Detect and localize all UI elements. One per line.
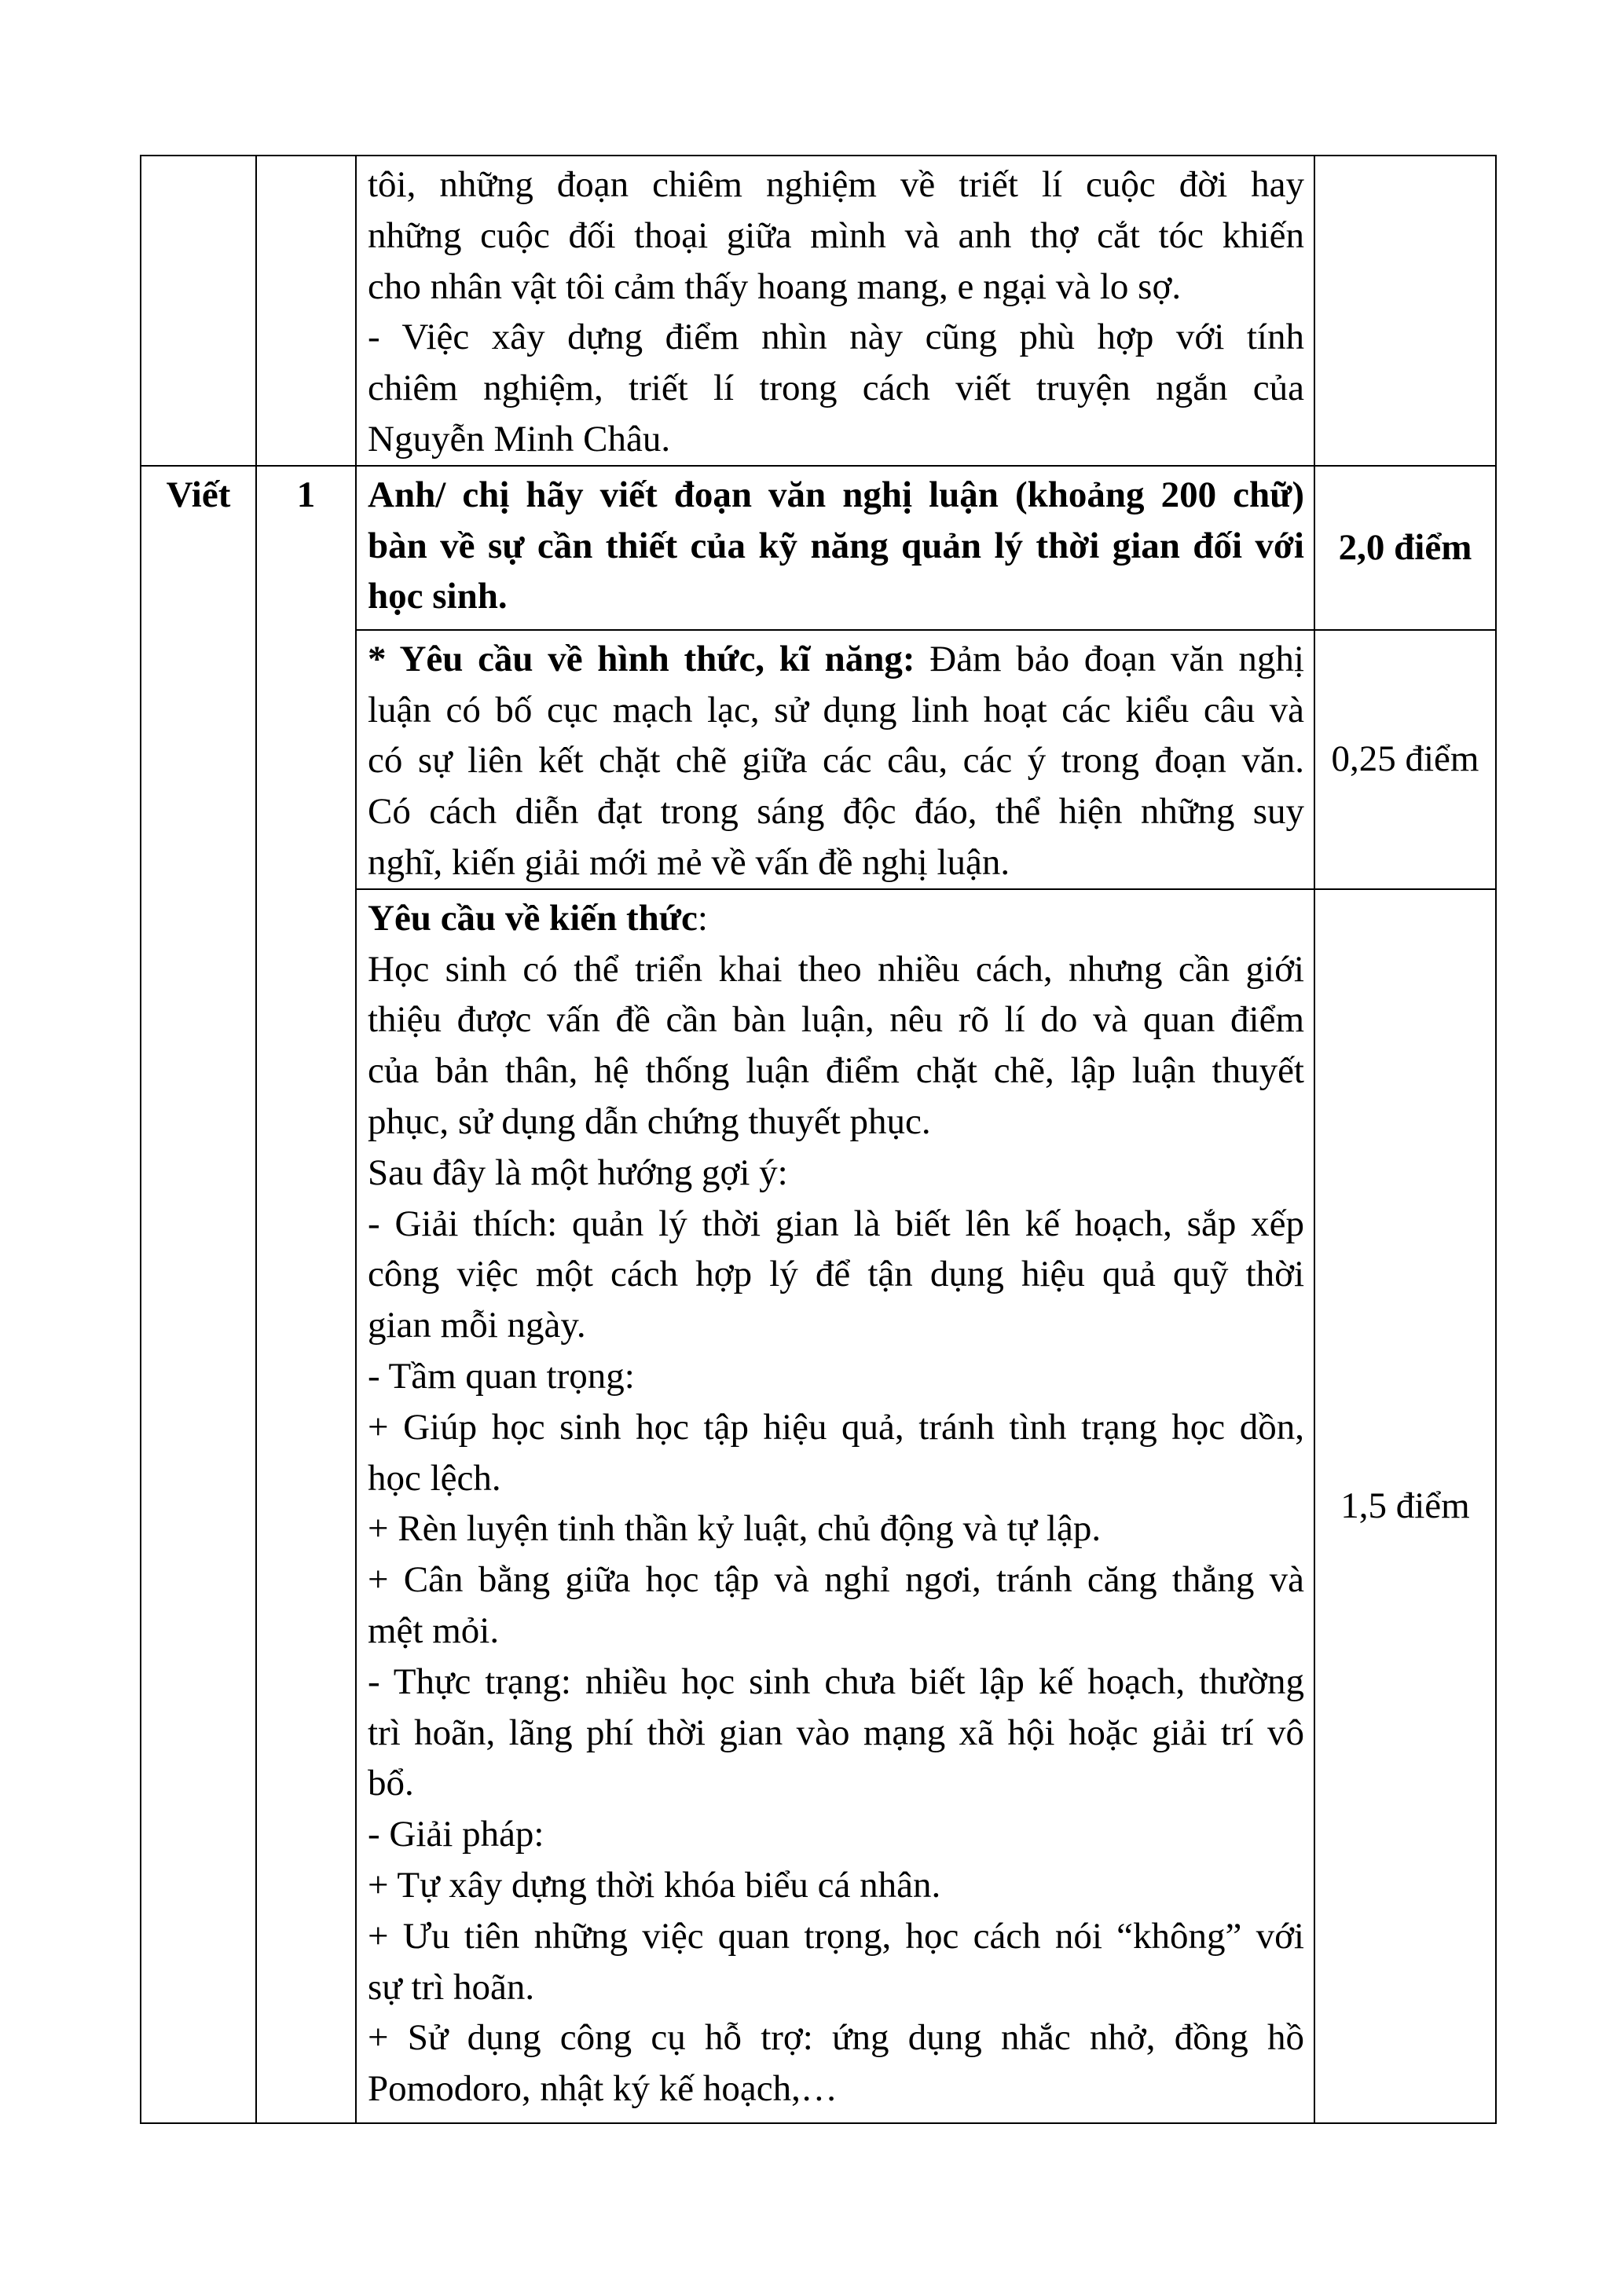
text: : bbox=[697, 897, 708, 939]
text-line: - Giải thích: quản lý thời gian là biết lên kế hoạch, sắp xếp bbox=[368, 1203, 1304, 1244]
bold-text: bàn về sự cần thiết của kỹ năng quản lý thời gian đối với bbox=[368, 525, 1304, 566]
text-line: Sau đây là một hướng gợi ý: bbox=[368, 1152, 788, 1193]
text-line bbox=[368, 470, 1304, 521]
text-line: Học sinh có thể triển khai theo nhiều cách, nhưng cần giới bbox=[368, 948, 1304, 990]
text-line: - Tầm quan trọng: bbox=[368, 1355, 635, 1397]
text-line: của bản thân, hệ thống luận điểm chặt chẽ, lập luận thuyết bbox=[368, 1050, 1304, 1092]
question-number: 1 bbox=[256, 466, 356, 2123]
score-total: 2,0 điểm bbox=[1314, 466, 1496, 630]
text-line: - Giải pháp: bbox=[368, 1814, 544, 1855]
text: Đảm bảo đoạn văn nghị bbox=[915, 638, 1304, 679]
section-cell bbox=[141, 156, 256, 466]
text-line: thiệu được vấn đề cần bàn luận, nêu rõ lí do và quan điểm bbox=[368, 999, 1304, 1041]
text-line: phục, sử dụng dẫn chứng thuyết phục. bbox=[368, 1100, 931, 1142]
text-line: + Giúp học sinh học tập hiệu quả, tránh tình trạng học dồn, bbox=[368, 1406, 1304, 1448]
bold-text: Yêu cầu về kiến thức bbox=[368, 897, 698, 939]
text-line: nghĩ, kiến giải mới mẻ về vấn đề nghị luận. bbox=[368, 841, 1010, 883]
question-cell bbox=[256, 156, 356, 466]
text-line bbox=[368, 521, 1304, 572]
text-line: cho nhân vật tôi cảm thấy hoang mang, e ngại và lo sợ. bbox=[368, 265, 1182, 307]
text-line: học lệch. bbox=[368, 1457, 501, 1499]
knowledge-requirements bbox=[368, 893, 1304, 2115]
text-line bbox=[368, 634, 1304, 685]
text-line: Pomodoro, nhật ký kế hoạch,… bbox=[368, 2068, 838, 2110]
bold-text: * Yêu cầu về hình thức, kĩ năng: bbox=[368, 638, 915, 679]
form-requirements bbox=[368, 634, 1304, 888]
bold-text: học sinh. bbox=[368, 576, 508, 617]
text-line: tôi, những đoạn chiêm nghiệm về triết lí cuộc đời hay bbox=[368, 164, 1304, 205]
content-cell bbox=[356, 466, 1314, 630]
text-line: + Cân bằng giữa học tập và nghỉ ngơi, tránh căng thẳng và bbox=[368, 1559, 1304, 1601]
text-line: trì hoãn, lãng phí thời gian vào mạng xã hội hoặc giải trí vô bbox=[368, 1712, 1304, 1753]
section-label: Viết bbox=[141, 466, 256, 2123]
text-line: - Việc xây dựng điểm nhìn này cũng phù hợp với tính bbox=[368, 317, 1304, 358]
text-line: mệt mỏi. bbox=[368, 1609, 500, 1651]
score-form: 0,25 điểm bbox=[1314, 630, 1496, 889]
text-line: sự trì hoãn. bbox=[368, 1966, 535, 2008]
grading-table bbox=[140, 155, 1497, 2124]
text-line: - Thực trạng: nhiều học sinh chưa biết lập kế hoạch, thường bbox=[368, 1661, 1304, 1702]
text-line bbox=[368, 893, 1304, 944]
score-knowledge: 1,5 điểm bbox=[1314, 889, 1496, 2123]
text-line: có sự liên kết chặt chẽ giữa các câu, các ý trong đoạn văn. bbox=[368, 740, 1304, 782]
text-line: chiêm nghiệm, triết lí trong cách viết truyện ngắn của bbox=[368, 368, 1304, 409]
answer-text bbox=[368, 159, 1304, 465]
table-row bbox=[141, 156, 1496, 466]
content-cell bbox=[356, 156, 1314, 466]
text-line: Có cách diễn đạt trong sáng độc đáo, thể hiện những suy bbox=[368, 791, 1304, 833]
content-cell bbox=[356, 630, 1314, 889]
bold-text: Anh/ chị hãy viết đoạn văn nghị luận (khoảng 200 chữ) bbox=[368, 474, 1304, 515]
text-line: + Ưu tiên những việc quan trọng, học cách nói “không” với bbox=[368, 1915, 1304, 1957]
text-line: bổ. bbox=[368, 1763, 414, 1804]
score-cell bbox=[1314, 156, 1496, 466]
table-row bbox=[141, 466, 1496, 630]
question-prompt bbox=[368, 470, 1304, 622]
text-line: Nguyễn Minh Châu. bbox=[368, 418, 671, 460]
text-line: + Tự xây dựng thời khóa biểu cá nhân. bbox=[368, 1864, 941, 1906]
text-line: gian mỗi ngày. bbox=[368, 1305, 586, 1346]
text-line: công việc một cách hợp lý để tận dụng hiệu quả quỹ thời bbox=[368, 1254, 1304, 1295]
text-line: + Rèn luyện tinh thần kỷ luật, chủ động và tự lập. bbox=[368, 1508, 1102, 1550]
text-line: luận có bố cục mạch lạc, sử dụng linh hoạt các kiểu câu và bbox=[368, 689, 1304, 731]
text-line: + Sử dụng công cụ hỗ trợ: ứng dụng nhắc nhở, đồng hồ bbox=[368, 2017, 1304, 2059]
text-line bbox=[368, 571, 1304, 622]
content-cell bbox=[356, 889, 1314, 2123]
text-line: những cuộc đối thoại giữa mình và anh thợ cắt tóc khiến bbox=[368, 214, 1304, 256]
